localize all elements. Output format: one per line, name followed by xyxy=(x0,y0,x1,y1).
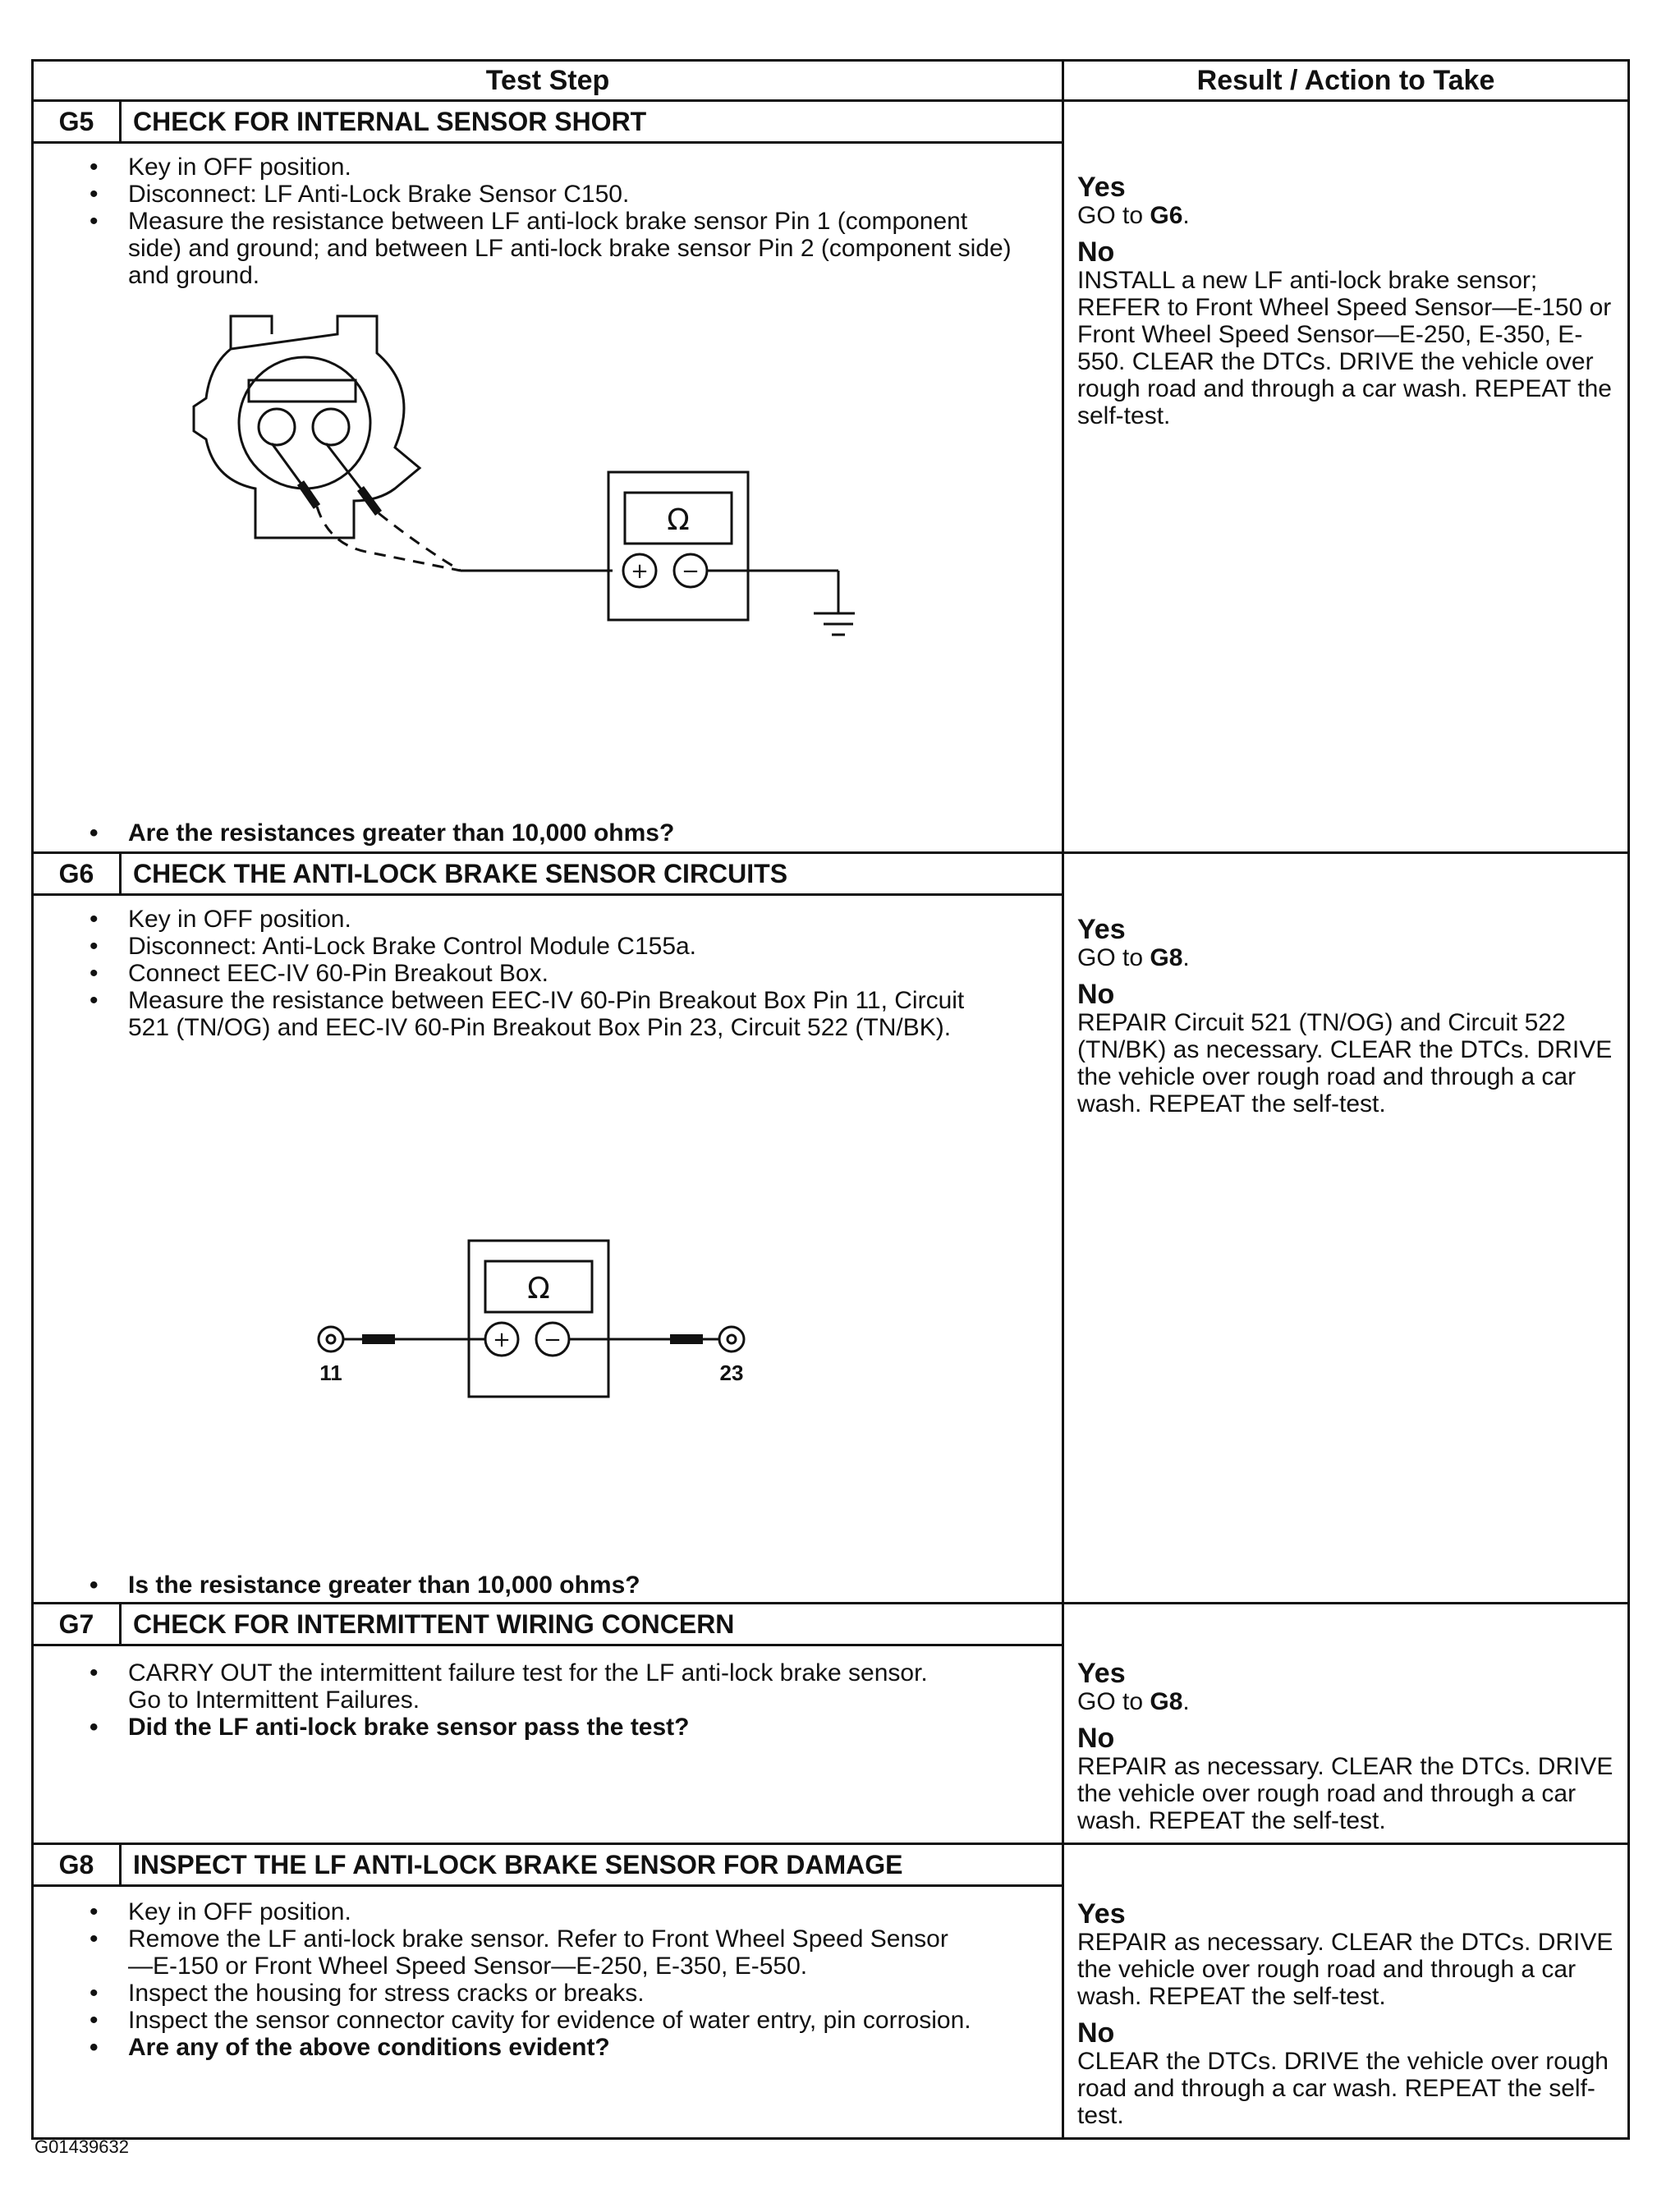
bullet: • Key in OFF position. xyxy=(34,1898,971,1925)
step-row-g6 xyxy=(33,853,1629,1604)
ohm-symbol: Ω xyxy=(527,1272,550,1306)
result-cell-g7 xyxy=(1063,1604,1629,1844)
no-label: No xyxy=(1077,979,1115,1010)
question: • Is the resistance greater than 10,000 ohms? xyxy=(34,1572,640,1599)
bullet: • CARRY OUT the intermittent failure test for the LF anti-lock brake sensor. Go to Intermittent Failures. xyxy=(34,1659,963,1714)
ohmmeter-icon xyxy=(469,1241,608,1397)
step-title-g6: CHECK THE ANTI-LOCK BRAKE SENSOR CIRCUITS xyxy=(119,854,1062,893)
question: • Are the resistances greater than 10,000 ohms? xyxy=(34,819,674,847)
bullet: • Measure the resistance between LF anti-lock brake sensor Pin 1 (component side) and ground; and between LF anti-lock brake sensor Pin 2 (component side) and ground. xyxy=(34,208,1045,289)
step-title-g5: CHECK FOR INTERNAL SENSOR SHORT xyxy=(119,102,1062,141)
ohm-symbol: Ω xyxy=(667,503,690,537)
bullet: • Disconnect: Anti-Lock Brake Control Module C155a. xyxy=(34,933,1029,960)
yes-action: REPAIR as necessary. CLEAR the DTCs. DRIVE the vehicle over rough road and through a car wash. REPEAT the self-test. xyxy=(1077,1929,1613,2010)
breakout-box-ohmmeter-diagram xyxy=(34,1224,855,1438)
yes-label: Yes xyxy=(1077,172,1126,203)
step-row-g7 xyxy=(33,1604,1629,1844)
test-step-document xyxy=(31,59,1627,2140)
svg-text:+: + xyxy=(493,1328,511,1352)
step-body-g8 xyxy=(34,1884,1062,2118)
step-id-g6: G6 xyxy=(58,858,94,888)
header-test-step: Test Step xyxy=(33,61,1063,101)
bullet: • Measure the resistance between EEC-IV 60-Pin Breakout Box Pin 11, Circuit 521 (TN/OG) and EEC-IV 60-Pin Breakout Box Pin 23, Circuit 522 (TN/BK). xyxy=(34,987,1029,1041)
step-id-g8: G8 xyxy=(58,1849,94,1879)
no-action: INSTALL a new LF anti-lock brake sensor; REFER to Front Wheel Speed Sensor—E-150 or Front Wheel Speed Sensor—E-250, E-350, E-550. CLEAR the DTCs. DRIVE the vehicle over rough road and through a car wash. REPEAT the self-test. xyxy=(1077,267,1612,429)
question: • Did the LF anti-lock brake sensor pass the test? xyxy=(34,1714,963,1741)
yes-label: Yes xyxy=(1077,1658,1126,1689)
step-body-g5 xyxy=(34,141,1062,851)
no-label: No xyxy=(1077,1723,1115,1754)
step-row-g8 xyxy=(33,1844,1629,2139)
pin-label-11: 11 xyxy=(319,1361,342,1385)
svg-text:−: − xyxy=(544,1328,562,1352)
sensor-ohmmeter-diagram xyxy=(34,291,855,669)
step-id-g7: G7 xyxy=(58,1609,94,1639)
yes-label: Yes xyxy=(1077,914,1126,945)
ohmmeter-icon xyxy=(608,472,748,620)
bullet: • Inspect the sensor connector cavity for evidence of water entry, pin corrosion. xyxy=(34,2007,971,2034)
result-cell-g8 xyxy=(1063,1844,1629,2139)
step-row-g5 xyxy=(33,101,1629,853)
question: • Are any of the above conditions evident? xyxy=(34,2034,971,2061)
figure-id: G01439632 xyxy=(34,2136,129,2157)
result-cell-g6 xyxy=(1063,853,1629,1604)
yes-action: GO to G8. xyxy=(1077,1688,1190,1715)
diagnostic-table xyxy=(31,59,1630,2140)
no-action: REPAIR Circuit 521 (TN/OG) and Circuit 522 (TN/BK) as necessary. CLEAR the DTCs. DRIVE the vehicle over rough road and through a car wash. REPEAT the self-test. xyxy=(1077,1009,1613,1117)
no-action: REPAIR as necessary. CLEAR the DTCs. DRIVE the vehicle over rough road and through a car wash. REPEAT the self-test. xyxy=(1077,1753,1613,1834)
step-id-g5: G5 xyxy=(58,106,94,136)
bullet: • Inspect the housing for stress cracks or breaks. xyxy=(34,1980,971,2007)
bullet: • Key in OFF position. xyxy=(34,906,1029,933)
bullet: • Connect EEC-IV 60-Pin Breakout Box. xyxy=(34,960,1029,987)
step-title-g7: CHECK FOR INTERMITTENT WIRING CONCERN xyxy=(119,1604,1062,1644)
header-result-action: Result / Action to Take xyxy=(1063,61,1629,101)
step-body-g7 xyxy=(34,1644,1062,1827)
bullet: • Key in OFF position. xyxy=(34,154,1045,181)
no-action: CLEAR the DTCs. DRIVE the vehicle over rough road and through a car wash. REPEAT the self-test. xyxy=(1077,2048,1609,2129)
no-label: No xyxy=(1077,2017,1115,2049)
yes-label: Yes xyxy=(1077,1898,1126,1930)
step-body-g6 xyxy=(34,893,1062,1602)
result-cell-g5 xyxy=(1063,101,1629,853)
sensor-connector-icon xyxy=(194,316,420,538)
svg-text:−: − xyxy=(682,559,700,584)
svg-text:+: + xyxy=(631,559,649,584)
yes-action: GO to G8. xyxy=(1077,944,1190,971)
no-label: No xyxy=(1077,236,1115,268)
pin-label-23: 23 xyxy=(719,1361,744,1385)
yes-action: GO to G6. xyxy=(1077,202,1190,229)
step-title-g8: INSPECT THE LF ANTI-LOCK BRAKE SENSOR FOR DAMAGE xyxy=(119,1845,1062,1884)
bullet: • Disconnect: LF Anti-Lock Brake Sensor C150. xyxy=(34,181,1045,208)
bullet: • Remove the LF anti-lock brake sensor. Refer to Front Wheel Speed Sensor—E-150 or Front Wheel Speed Sensor—E-250, E-350, E-550. xyxy=(34,1925,971,1980)
